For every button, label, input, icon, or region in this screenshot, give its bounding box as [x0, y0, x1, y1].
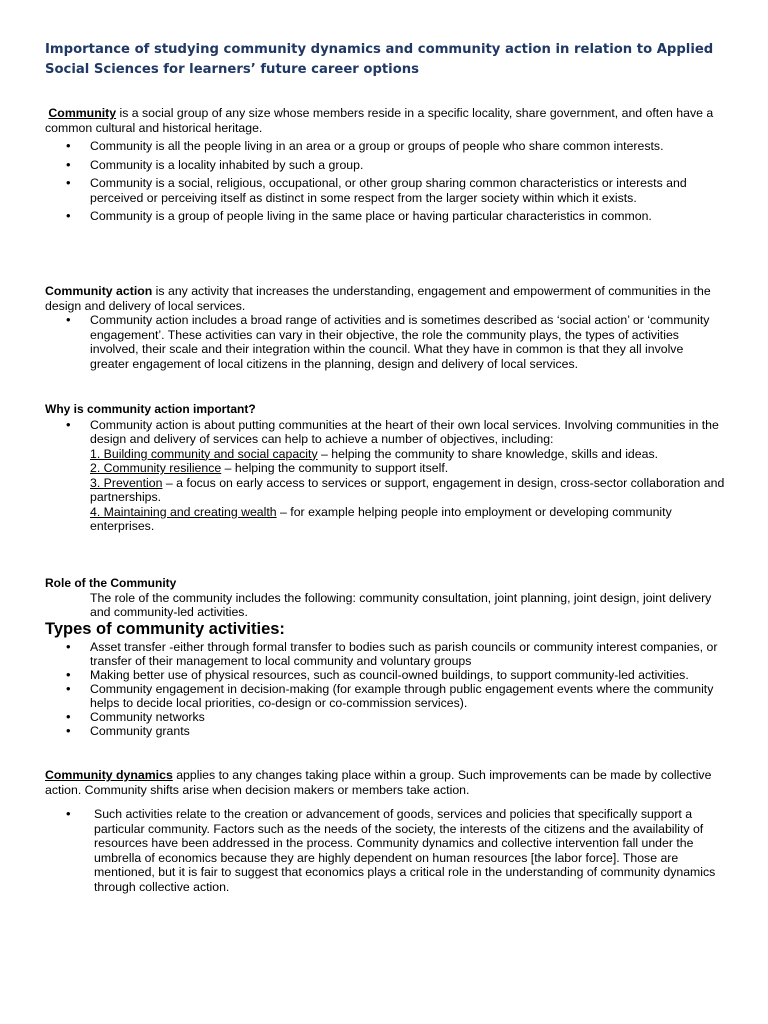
community-action-bullets [45, 313, 725, 371]
why-item-text: – for example helping people into employment or developing community enterprises. [90, 504, 672, 533]
list-item: • Community networks [45, 710, 725, 724]
list-item: • Community grants [45, 724, 725, 738]
role-heading: Role of the Community [45, 576, 177, 590]
why-item-3 [90, 476, 725, 505]
why-heading: Why is community action important? [45, 402, 256, 416]
dynamics-definition-text: applies to any changes taking place within a group. Such improvements can be made by collective action. Community shifts arise when decision makers or members take action. [45, 768, 712, 797]
why-item-text: – a focus on early access to services or support, engagement in design, cross-sector collaboration and partnerships. [90, 475, 725, 504]
list-item: • Community is a locality inhabited by such a group. [45, 158, 725, 173]
list-item: • Asset transfer -either through formal transfer to bodies such as parish councils or community interest companies, or transfer of their management to local community and voluntary groups [45, 640, 725, 668]
why-item-label: 1. Building community and social capacity [90, 446, 318, 461]
list-item: • Community is a social, religious, occupational, or other group sharing common characteristics or interests and perceived or perceiving itself as distinct in some respect from the larger society within which it exists. [45, 176, 725, 205]
types-bullets [45, 640, 725, 738]
list-item: • Community is a group of people living in the same place or having particular characteristics in common. [45, 209, 725, 224]
list-item: • Community is all the people living in an area or a group or groups of people who share common interests. [45, 139, 725, 154]
why-item-label: 2. Community resilience [90, 461, 222, 475]
list-item: • Making better use of physical resources, such as council-owned buildings, to support community-led activities. [45, 668, 725, 682]
why-intro: • Community action is about putting communities at the heart of their own local services. Involving communities in the design and delivery of services can help to achieve a number of objectives, including: [90, 417, 719, 446]
why-item-1 [90, 447, 725, 462]
community-definition [45, 106, 725, 135]
types-section [45, 640, 725, 738]
dynamics-section [45, 768, 725, 894]
community-bullets [45, 139, 725, 224]
dynamics-definition [45, 768, 725, 797]
community-action-section [45, 284, 725, 371]
document-title: Importance of studying community dynamics and community action in relation to Applied Social Sciences for learners’ future career options [45, 42, 714, 77]
community-action-definition [45, 284, 725, 313]
why-section [45, 402, 725, 534]
role-section [45, 576, 725, 620]
community-action-term: Community action [45, 284, 153, 298]
dynamics-term: Community dynamics [45, 768, 173, 782]
why-item-2 [90, 461, 725, 476]
community-definition-text: is a social group of any size whose members reside in a specific locality, share government, and often have a common cultural and historical heritage. [45, 106, 714, 135]
types-heading: Types of community activities: [45, 620, 285, 638]
why-item-4 [90, 505, 725, 534]
community-action-definition-text: is any activity that increases the understanding, engagement and empowerment of communities in the design and delivery of local services. [45, 284, 711, 313]
community-term: Community [48, 106, 117, 120]
community-section [45, 106, 725, 224]
list-item [45, 418, 725, 534]
dynamics-bullets [45, 807, 725, 894]
role-text: The role of the community includes the following: community consultation, joint planning, joint design, joint delivery and community-led activities. [90, 590, 712, 619]
list-item: • Community engagement in decision-making (for example through public engagement events where the community helps to decide local priorities, co-design or co-commission services). [45, 682, 725, 710]
why-item-text: – helping the community to support itself. [221, 461, 449, 475]
why-item-label: 3. Prevention [90, 475, 163, 490]
list-item: • Community action includes a broad range of activities and is sometimes described as ‘social action’ or ‘community engagement’. These activities can vary in their objective, the role the community plays, the types of activities involved, their scale and their integration within the council. What they have in common is that they all involve greater engagement of local citizens in the planning, design and delivery of local services. [45, 313, 725, 371]
why-bullets [45, 418, 725, 534]
why-item-text: – helping the community to share knowledge, skills and ideas. [317, 446, 659, 461]
why-item-label: 4. Maintaining and creating wealth [90, 504, 277, 519]
list-item: • Such activities relate to the creation or advancement of goods, services and policies that specifically support a particular community. Factors such as the needs of the society, the interests of the citizens and the availability of resources have been addressed in the process. Community dynamics and collective intervention fall under the umbrella of economics because they are highly dependent on human resources [the labor force]. Those are mentioned, but it is fair to suggest that economics plays a critical role in the understanding of community dynamics through collective action. [45, 807, 725, 894]
